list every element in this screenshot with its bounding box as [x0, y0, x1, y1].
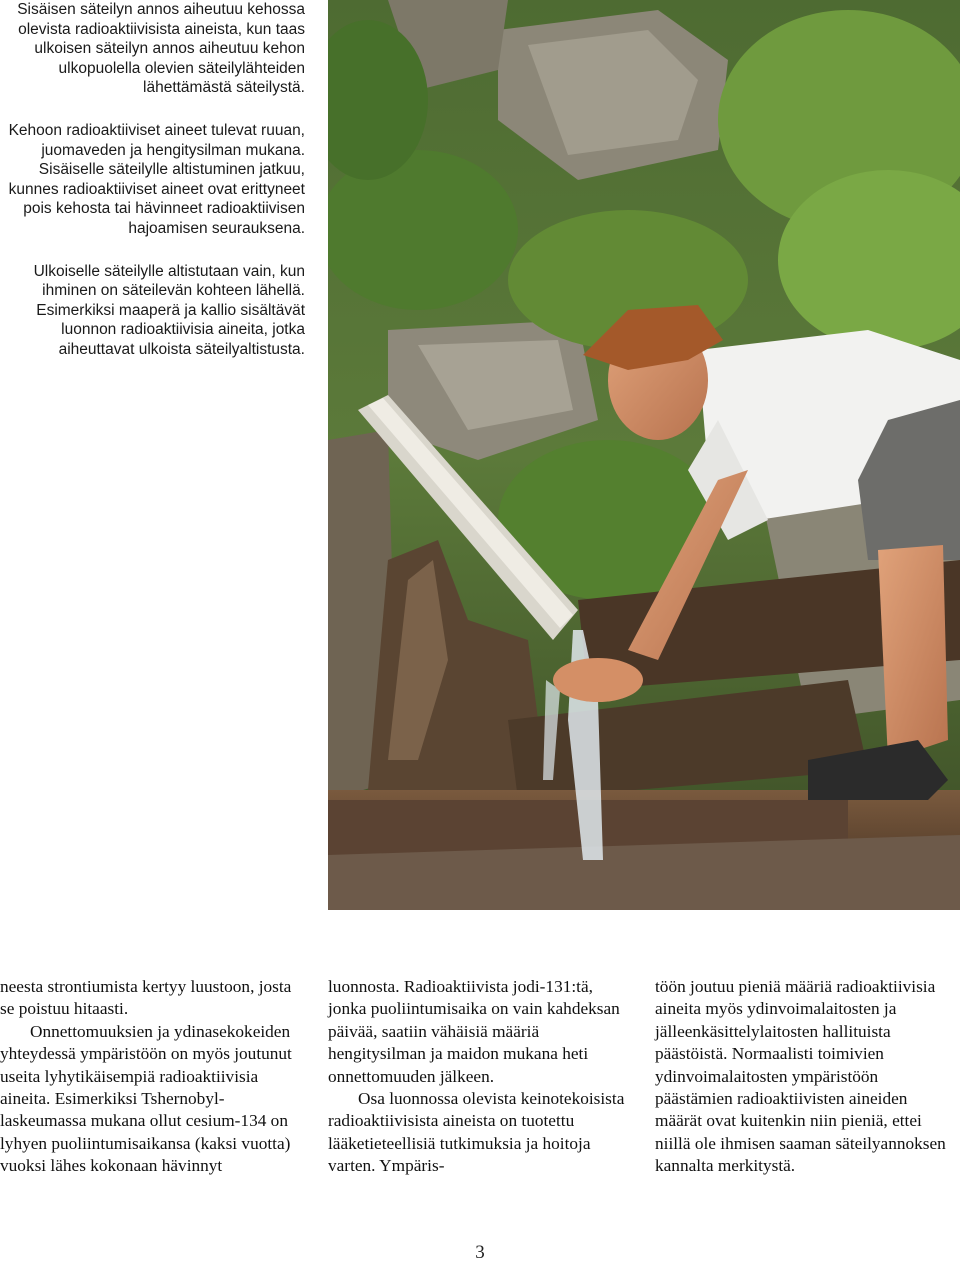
column-1-paragraph-1: neesta strontiumista kertyy luustoon, josta se poistuu hitaasti.: [0, 977, 292, 1019]
body-text-columns: [0, 976, 960, 1206]
sidebar-paragraph-1: Sisäisen säteilyn annos aiheutuu kehossa olevista radioaktiivisista aineista, kun taas ulkoisen säteilyn annos aiheutuu kehon ulkopuolella olevien säteilylähteiden lähettämästä säteilystä.: [17, 1, 305, 97]
column-3-paragraph-1: töön joutuu pieniä määriä radioaktiivisia aineita myös ydinvoimalaitosten ja jälleenkäsittelylaitosten hallituista päästöistä. Normaalisti toimivien ydinvoimalaitosten ympäristöön päästämien radioaktiivisten aineiden määrät ovat kuitenkin niin pieniä, ettei niillä ole ihmisen saaman säteilyannoksen kannalta merkitystä.: [655, 977, 946, 1176]
column-1-paragraph-2: Onnettomuuksien ja ydinasekokeiden yhteydessä ympäristöön on myös joutunut useita lyhytikäisempiä radioaktiivisia aineita. Esimerkiksi Tshernobyl-laskeumassa mukana ollut cesium-134 on lyhyen puoliintumisaikansa (kaksi vuotta) vuoksi lähes kokonaan hävinnyt: [0, 1021, 292, 1176]
sidebar-paragraph-3: Ulkoiselle säteilylle altistutaan vain, kun ihminen on säteilevän kohteen lähellä. Esimerkiksi maaperä ja kallio sisältävät luonnon radioaktiivisia aineita, jotka aiheuttavat ulkoista säteilyaltistusta.: [33, 262, 305, 358]
photo-man-drinking-from-spring: [328, 0, 960, 910]
column-2: [328, 976, 628, 1178]
column-3: [655, 976, 955, 1178]
sidebar-paragraph-2: Kehoon radioaktiiviset aineet tulevat ruuan, juomaveden ja hengitysilman mukana. Sisäiselle säteilylle altistuminen jatkuu, kunnes radioaktiiviset aineet ovat erittyneet pois kehosta tai hävinneet radioaktiivisen hajoamisen seurauksena.: [8, 121, 305, 237]
column-1: [0, 976, 300, 1178]
column-2-paragraph-1: luonnosta. Radioaktiivista jodi-131:tä, jonka puoliintumisaika on vain kahdeksan päivää, saatiin vähäisiä määriä hengitysilman ja maidon mukana heti onnettomuuden jälkeen.: [328, 977, 620, 1086]
page-number: 3: [475, 1242, 485, 1263]
photo-illustration: [328, 0, 960, 910]
column-2-paragraph-2: Osa luonnossa olevista keinotekoisista radioaktiivisista aineista on tuotettu lääketieteellisiä tutkimuksia ja hoitoja varten. Ympäris-: [328, 1089, 625, 1176]
sidebar-text: [0, 0, 305, 383]
